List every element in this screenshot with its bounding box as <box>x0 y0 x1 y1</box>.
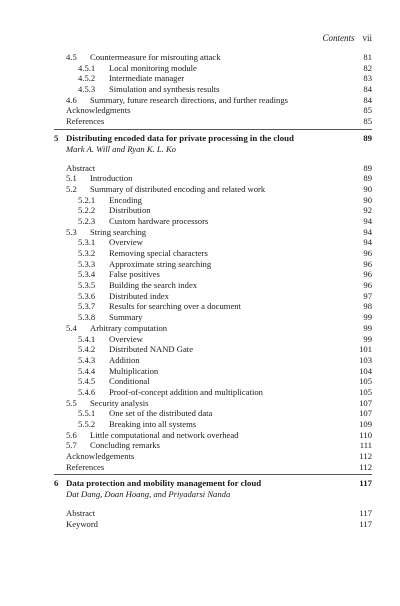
toc-entry-page-number: 98 <box>363 301 372 312</box>
toc-entry-number: 5.3.3 <box>78 258 96 269</box>
toc-entry-page-number: 107 <box>359 397 372 408</box>
toc-entry-title: Simulation and synthesis results <box>109 84 220 95</box>
toc-entry-page-number: 92 <box>363 205 372 216</box>
toc-entry-number: 5.3.2 <box>78 248 96 258</box>
toc-entry[interactable] <box>54 366 372 377</box>
toc-entry-title: Proof-of-concept addition and multiplication <box>109 386 263 397</box>
toc-entry[interactable] <box>54 248 372 259</box>
toc-entry[interactable] <box>54 95 372 106</box>
toc-entry-title: Local monitoring module <box>109 62 197 73</box>
chapter-divider <box>54 474 372 475</box>
toc-entry-title: Encoding <box>109 194 142 205</box>
spacer <box>54 500 372 508</box>
toc-chapter-entry[interactable] <box>54 133 372 144</box>
toc-entry-title: Conditional <box>109 376 150 387</box>
toc-entry-page-number: 110 <box>359 429 372 440</box>
toc-entry-page-number: 117 <box>359 518 372 529</box>
toc-entry-page-number: 112 <box>359 451 372 462</box>
toc-entry-number: 4.5.3 <box>78 84 96 95</box>
toc-entry-title: Countermeasure for misrouting attack <box>90 52 221 62</box>
toc-entry-title: Results for searching over a document <box>109 301 241 312</box>
toc-entry-page-number: 90 <box>363 194 372 205</box>
toc-entry-title: Introduction <box>90 173 133 184</box>
toc-entry-page-number: 96 <box>363 280 372 291</box>
toc-entry[interactable] <box>54 205 372 216</box>
toc-entry-title: One set of the distributed data <box>109 408 213 419</box>
toc-entry-title: Data protection and mobility management for cloud <box>66 478 262 489</box>
toc-entry-number: 5.3 <box>66 226 77 237</box>
toc-entry[interactable] <box>54 301 372 312</box>
toc-entry-number: 5.4.2 <box>78 344 96 355</box>
toc-entry-title: Acknowledgments <box>66 105 131 116</box>
toc-entry-page-number: 109 <box>359 419 372 429</box>
toc-entry[interactable] <box>54 105 372 116</box>
toc-entry-title: Concluding remarks <box>90 440 160 451</box>
toc-entry-number: 4.5 <box>66 52 77 62</box>
toc-entry-number: 5.4.6 <box>78 386 96 397</box>
toc-entry[interactable] <box>54 430 372 441</box>
toc-entry-page-number: 105 <box>359 386 372 397</box>
toc-entry[interactable] <box>54 398 372 409</box>
toc-entry-page-number: 112 <box>359 461 372 472</box>
running-header-page-number: vii <box>362 33 372 43</box>
toc-entry-page-number: 89 <box>363 162 372 173</box>
toc-entry-title: Multiplication <box>109 365 159 376</box>
toc-entry[interactable] <box>54 408 372 419</box>
toc-entry-title: Summary of distributed encoding and related work <box>90 183 266 194</box>
toc-entry-title: Security analysis <box>90 397 149 408</box>
toc-entry-title: Intermediate manager <box>109 73 185 84</box>
toc-entry[interactable] <box>54 84 372 95</box>
toc-entry-number: 5.2.3 <box>78 215 96 226</box>
toc-entry-page-number: 84 <box>363 94 372 105</box>
toc-entry-title: Summary <box>109 312 143 323</box>
toc-chapter-entry[interactable] <box>54 478 372 489</box>
toc-entry-title: Keyword <box>66 518 98 529</box>
toc-entry[interactable] <box>54 280 372 291</box>
toc-entry[interactable] <box>54 52 372 63</box>
toc-entry-page-number: 96 <box>363 258 372 269</box>
toc-entry-number: 5.3.4 <box>78 269 96 280</box>
toc-entry-title: Overview <box>109 333 143 344</box>
toc-entry-title: Custom hardware processors <box>109 215 209 226</box>
spacer <box>54 155 372 163</box>
toc-entry-title: Distribution <box>109 205 151 216</box>
toc-entry-title: Approximate string searching <box>109 258 212 269</box>
toc-entry-number: 5.1 <box>66 173 77 184</box>
toc-entry-title: Breaking into all systems <box>109 419 197 429</box>
toc-entry[interactable] <box>54 462 372 473</box>
toc-entry-page-number: 89 <box>363 132 372 143</box>
toc-entry[interactable] <box>54 334 372 345</box>
toc-entry-page-number: 105 <box>359 376 372 387</box>
toc-entry-page-number: 101 <box>359 344 372 355</box>
toc-entry[interactable] <box>54 184 372 195</box>
toc-entry-page-number: 85 <box>363 116 372 127</box>
toc-entry[interactable] <box>54 291 372 302</box>
toc-entry-title: Removing special characters <box>109 248 208 258</box>
toc-entry[interactable] <box>54 440 372 451</box>
toc-entry-number: 5.5.2 <box>78 419 96 429</box>
toc-entry-page-number: 96 <box>363 248 372 258</box>
toc-entry-title: Building the search index <box>109 280 198 291</box>
toc-entry[interactable] <box>54 376 372 387</box>
chapter-authors: Dat Dang, Doan Hoang, and Priyadarsi Nanda <box>66 489 231 500</box>
toc-entry-page-number: 94 <box>363 237 372 248</box>
toc-entry-number: 5.4.1 <box>78 333 96 344</box>
toc-entry-title: False positives <box>109 269 160 280</box>
toc-entry-number: 5.3.7 <box>78 301 96 312</box>
toc-entry-number: 6 <box>54 478 59 489</box>
toc-entry[interactable] <box>54 508 372 519</box>
toc-entry-title: Abstract <box>66 162 96 173</box>
toc-entry-page-number: 99 <box>363 312 372 323</box>
toc-entry-page-number: 117 <box>359 478 372 489</box>
toc-entry[interactable] <box>54 216 372 227</box>
toc-entry[interactable] <box>54 173 372 184</box>
toc-entry[interactable] <box>54 355 372 366</box>
toc-entry-number: 5.2.1 <box>78 194 96 205</box>
toc-entry-number: 5.6 <box>66 429 77 440</box>
toc-entry-number: 5.2 <box>66 183 77 194</box>
toc-entry-number: 5.5 <box>66 397 77 408</box>
toc-entry[interactable] <box>54 312 372 323</box>
toc-entry-page-number: 94 <box>363 215 372 226</box>
toc-entry[interactable] <box>54 519 372 530</box>
toc-entry-number: 4.6 <box>66 94 77 105</box>
toc-entry-page-number: 104 <box>359 365 372 376</box>
toc-entry-page-number: 90 <box>363 183 372 194</box>
toc-entry-page-number: 81 <box>363 52 372 62</box>
toc-entry-page-number: 89 <box>363 173 372 184</box>
toc-entry-page-number: 99 <box>363 333 372 344</box>
toc-entry[interactable] <box>54 116 372 127</box>
toc-entry-number: 5.5.1 <box>78 408 96 419</box>
toc-entry[interactable] <box>54 323 372 334</box>
toc-entry-number: 5.3.8 <box>78 312 96 323</box>
toc-entry-number: 5.3.1 <box>78 237 96 248</box>
toc-entry-page-number: 99 <box>363 322 372 333</box>
toc-entry-number: 4.5.2 <box>78 73 96 84</box>
toc-entry-title: Distributed index <box>109 290 169 301</box>
toc-entry-page-number: 117 <box>359 508 372 519</box>
chapter-authors: Mark A. Will and Ryan K. L. Ko <box>66 143 176 154</box>
toc-entry-page-number: 84 <box>363 84 372 95</box>
toc-entry-title: Arbitrary computation <box>90 322 168 333</box>
toc-entry[interactable] <box>54 63 372 74</box>
toc-entry[interactable] <box>54 227 372 238</box>
toc-entry[interactable] <box>54 195 372 206</box>
toc-entry-page-number: 83 <box>363 73 372 84</box>
chapter-divider <box>54 129 372 130</box>
toc-entry-title: Acknowledgements <box>66 451 135 462</box>
toc-entry[interactable] <box>54 73 372 84</box>
toc-entry-title: References <box>66 461 105 472</box>
toc-entry-number: 5.2.2 <box>78 205 96 216</box>
toc-entry-number: 5.3.6 <box>78 290 96 301</box>
toc-entry-number: 5.4.5 <box>78 376 96 387</box>
toc-entry-title: String searching <box>90 226 147 237</box>
toc-entry-page-number: 111 <box>359 440 372 451</box>
running-header-title: Contents <box>322 33 355 43</box>
toc-entry-title: Distributing encoded data for private processing in the cloud <box>66 132 294 143</box>
toc-entry-number: 5.3.5 <box>78 280 96 291</box>
toc-entry-number: 4.5.1 <box>78 62 96 73</box>
toc-entry-page-number: 85 <box>363 105 372 116</box>
toc-entry-page-number: 107 <box>359 408 372 419</box>
toc-entry-number: 5.4.4 <box>78 365 96 376</box>
toc-entry-page-number: 82 <box>363 62 372 73</box>
toc-entry[interactable] <box>54 259 372 270</box>
toc-entry-title: Little computational and network overhead <box>90 429 239 440</box>
toc-entry-page-number: 94 <box>363 226 372 237</box>
toc-entry[interactable] <box>54 419 372 430</box>
toc-entry-number: 5.4 <box>66 322 77 333</box>
running-header <box>322 33 372 43</box>
toc-entry[interactable] <box>54 163 372 174</box>
toc-entry-number: 5.4.3 <box>78 354 96 365</box>
toc-entry-page-number: 103 <box>359 354 372 365</box>
toc-entry-title: References <box>66 116 105 127</box>
toc-entry-title: Overview <box>109 237 143 248</box>
toc-entry-title: Abstract <box>66 508 96 519</box>
toc-entry[interactable] <box>54 269 372 280</box>
toc-entry[interactable] <box>54 237 372 248</box>
toc-entry-number: 5 <box>54 132 59 143</box>
table-of-contents <box>54 52 372 530</box>
toc-entry-title: Summary, future research directions, and further readings <box>90 94 288 105</box>
toc-entry-page-number: 97 <box>363 290 372 301</box>
toc-entry[interactable] <box>54 387 372 398</box>
toc-entry-title: Addition <box>109 354 140 365</box>
toc-entry-title: Distributed NAND Gate <box>109 344 194 355</box>
toc-entry[interactable] <box>54 451 372 462</box>
toc-entry-page-number: 96 <box>363 269 372 280</box>
toc-entry-number: 5.7 <box>66 440 77 451</box>
toc-entry[interactable] <box>54 344 372 355</box>
